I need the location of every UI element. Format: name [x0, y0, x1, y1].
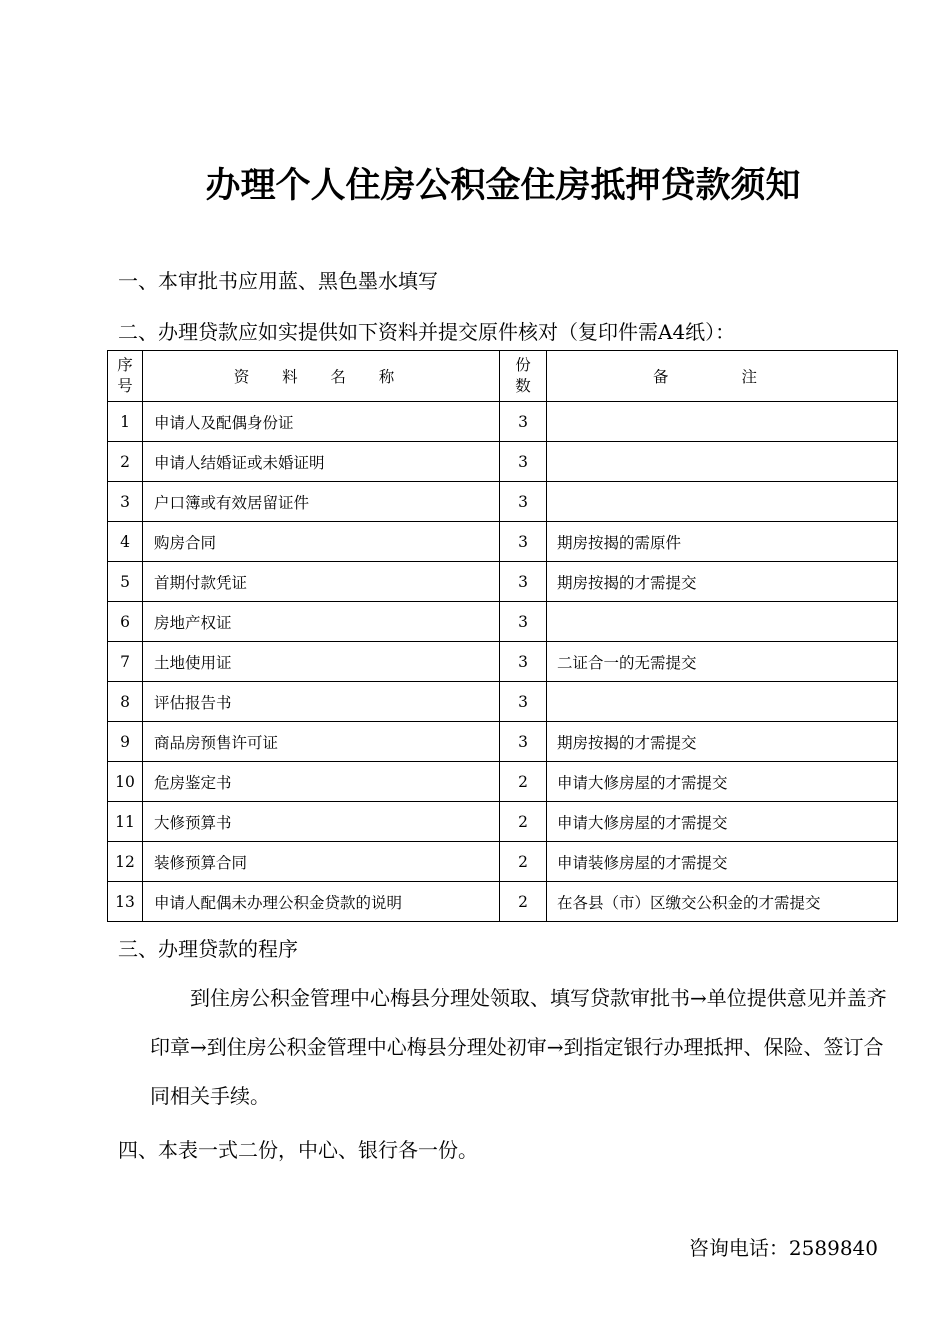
row-material: 装修预算合同 — [143, 842, 500, 882]
row-material: 评估报告书 — [143, 682, 500, 722]
row-material: 土地使用证 — [143, 642, 500, 682]
row-remark — [547, 682, 898, 722]
row-copies: 3 — [500, 682, 547, 722]
row-copies: 2 — [500, 762, 547, 802]
section-3-heading: 三、办理贷款的程序 — [118, 937, 298, 961]
materials-table — [107, 350, 898, 922]
row-copies: 3 — [500, 522, 547, 562]
row-number: 7 — [108, 642, 143, 682]
header-material-name-label: 资 料 名 称 — [233, 368, 409, 386]
row-remark: 在各县（市）区缴交公积金的才需提交 — [547, 882, 898, 922]
table-row — [108, 602, 898, 642]
row-number: 9 — [108, 722, 143, 762]
row-number: 6 — [108, 602, 143, 642]
contact-phone: 咨询电话：2589840 — [688, 1236, 878, 1260]
header-material-name — [143, 351, 500, 402]
row-remark: 期房按揭的需原件 — [547, 522, 898, 562]
row-number: 10 — [108, 762, 143, 802]
row-remark: 申请大修房屋的才需提交 — [547, 762, 898, 802]
row-copies: 2 — [500, 802, 547, 842]
row-number: 5 — [108, 562, 143, 602]
row-remark — [547, 602, 898, 642]
row-material: 大修预算书 — [143, 802, 500, 842]
row-remark: 二证合一的无需提交 — [547, 642, 898, 682]
table-row — [108, 882, 898, 922]
table-row — [108, 722, 898, 762]
section-2-text: 二、办理贷款应如实提供如下资料并提交原件核对（复印件需A4纸）： — [118, 320, 736, 344]
row-copies: 3 — [500, 602, 547, 642]
header-copies-line2: 数 — [515, 377, 531, 395]
row-material: 危房鉴定书 — [143, 762, 500, 802]
row-material: 首期付款凭证 — [143, 562, 500, 602]
row-copies: 3 — [500, 482, 547, 522]
row-number: 2 — [108, 442, 143, 482]
table-row — [108, 762, 898, 802]
row-remark: 期房按揭的才需提交 — [547, 722, 898, 762]
procedure-text: 到住房公积金管理中心梅县分理处领取、填写贷款审批书→单位提供意见并盖齐印章→到住房公积金管理中心梅县分理处初审→到指定银行办理抵押、保险、签订合同相关手续。 — [150, 986, 887, 1108]
section-4-text: 四、本表一式二份，中心、银行各一份。 — [118, 1138, 478, 1162]
row-number: 11 — [108, 802, 143, 842]
row-copies: 2 — [500, 842, 547, 882]
row-material: 申请人配偶未办理公积金贷款的说明 — [143, 882, 500, 922]
header-serial-line1: 序 — [117, 356, 133, 374]
table-row — [108, 442, 898, 482]
row-number: 13 — [108, 882, 143, 922]
row-number: 4 — [108, 522, 143, 562]
header-remarks-label: 备 注 — [652, 368, 792, 386]
row-copies: 3 — [500, 562, 547, 602]
row-copies: 3 — [500, 402, 547, 442]
table-row — [108, 642, 898, 682]
row-number: 8 — [108, 682, 143, 722]
table-row — [108, 482, 898, 522]
row-remark — [547, 442, 898, 482]
row-material: 房地产权证 — [143, 602, 500, 642]
row-remark: 期房按揭的才需提交 — [547, 562, 898, 602]
table-row — [108, 842, 898, 882]
header-serial-number — [108, 351, 143, 402]
row-material: 商品房预售许可证 — [143, 722, 500, 762]
row-material: 户口簿或有效居留证件 — [143, 482, 500, 522]
row-remark — [547, 482, 898, 522]
table-row — [108, 682, 898, 722]
row-material: 申请人及配偶身份证 — [143, 402, 500, 442]
row-copies: 3 — [500, 642, 547, 682]
header-remarks — [547, 351, 898, 402]
document-title: 办理个人住房公积金住房抵押贷款须知 — [205, 165, 801, 206]
row-number: 1 — [108, 402, 143, 442]
row-copies: 2 — [500, 882, 547, 922]
row-remark: 申请装修房屋的才需提交 — [547, 842, 898, 882]
table-row — [108, 402, 898, 442]
header-copies — [500, 351, 547, 402]
row-remark — [547, 402, 898, 442]
row-number: 12 — [108, 842, 143, 882]
procedure-paragraph — [150, 974, 890, 1121]
section-1-text: 一、本审批书应用蓝、黑色墨水填写 — [118, 269, 438, 293]
row-number: 3 — [108, 482, 143, 522]
table-row — [108, 562, 898, 602]
row-copies: 3 — [500, 442, 547, 482]
row-copies: 3 — [500, 722, 547, 762]
row-material: 购房合同 — [143, 522, 500, 562]
header-copies-line1: 份 — [515, 356, 531, 374]
table-row — [108, 802, 898, 842]
table-header-row — [108, 351, 898, 402]
header-serial-line2: 号 — [117, 377, 133, 395]
row-material: 申请人结婚证或未婚证明 — [143, 442, 500, 482]
row-remark: 申请大修房屋的才需提交 — [547, 802, 898, 842]
table-row — [108, 522, 898, 562]
